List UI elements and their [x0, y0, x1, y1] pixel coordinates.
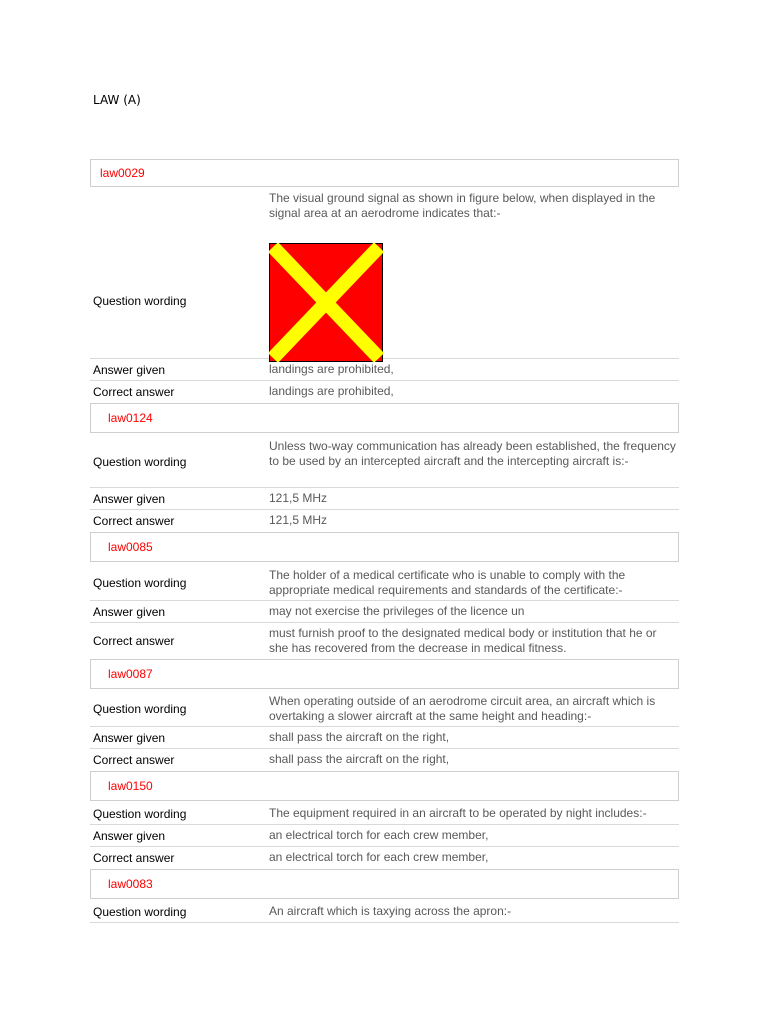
question-wording: When operating outside of an aerodrome circuit area, an aircraft which is overtaking a slower aircraft at the same height and heading:-	[269, 694, 656, 723]
correct-answer-row	[90, 381, 679, 403]
question-label: Question wording	[93, 806, 187, 821]
question-wording: The holder of a medical certificate who is unable to comply with the appropriate medical requirements and standards of the certificate:-	[269, 568, 626, 597]
question-row	[90, 187, 679, 359]
question-row	[90, 901, 679, 923]
question-text	[269, 187, 679, 358]
question-row	[90, 436, 679, 488]
question-row	[90, 565, 679, 601]
question-wording: An aircraft which is taxying across the apron:-	[269, 904, 512, 918]
correct-answer-row	[90, 623, 679, 659]
question-id-box	[90, 869, 679, 899]
answer-given-value: an electrical torch for each crew member,	[269, 828, 489, 842]
answer-given-row	[90, 488, 679, 510]
document-title: LAW (A)	[93, 93, 141, 107]
question-id-box	[90, 159, 679, 187]
correct-answer-row	[90, 510, 679, 532]
question-id-box	[90, 403, 679, 433]
correct-answer-value: must furnish proof to the designated medical body or institution that he or she has recovered from the decrease in medical fitness.	[269, 626, 657, 655]
correct-answer-label: Correct answer	[93, 753, 175, 767]
answer-given-row	[90, 359, 679, 381]
answer-given-label: Answer given	[93, 491, 166, 506]
question-label: Question wording	[93, 293, 187, 308]
answer-given-row	[90, 601, 679, 623]
question-list	[90, 159, 679, 923]
landing-prohibited-signal-icon	[269, 243, 383, 362]
question-wording: The equipment required in an aircraft to be operated by night includes:-	[269, 806, 647, 820]
answer-given-value: shall pass the aircraft on the right,	[269, 730, 450, 744]
correct-answer-row	[90, 749, 679, 771]
question-id: law0085	[108, 540, 153, 554]
question-label: Question wording	[93, 454, 187, 469]
answer-given-value: may not exercise the privileges of the licence un	[269, 604, 525, 618]
correct-answer-value: an electrical torch for each crew member,	[269, 850, 489, 864]
answer-given-label: Answer given	[93, 604, 166, 619]
correct-answer-label: Correct answer	[93, 851, 175, 865]
question-row	[90, 691, 679, 727]
answer-given-value: 121,5 MHz	[269, 491, 328, 505]
correct-answer-value: landings are prohibited,	[269, 384, 394, 398]
answer-given-label: Answer given	[93, 362, 166, 377]
question-id-box	[90, 532, 679, 562]
question-id: law0083	[108, 877, 153, 891]
answer-given-row	[90, 727, 679, 749]
question-id: law0087	[108, 667, 153, 681]
correct-answer-value: shall pass the aircraft on the right,	[269, 752, 450, 766]
question-id-box	[90, 659, 679, 689]
question-label: Question wording	[93, 701, 187, 716]
question-label: Question wording	[93, 904, 187, 919]
question-wording: Unless two-way communication has already been established, the frequency to be used by an intercepted aircraft and the intercepting aircraft is:-	[269, 439, 676, 468]
question-row	[90, 803, 679, 825]
question-id: law0150	[108, 779, 153, 793]
correct-answer-row	[90, 847, 679, 869]
answer-given-value: landings are prohibited,	[269, 362, 394, 376]
answer-given-label: Answer given	[93, 828, 166, 843]
question-id: law0124	[108, 411, 153, 425]
answer-given-row	[90, 825, 679, 847]
correct-answer-value: 121,5 MHz	[269, 513, 328, 527]
question-id-box	[90, 771, 679, 801]
correct-answer-label: Correct answer	[93, 385, 175, 399]
question-wording: The visual ground signal as shown in figure below, when displayed in the signal area at an aerodrome indicates that:-	[269, 191, 656, 220]
correct-answer-label: Correct answer	[93, 634, 175, 648]
question-label: Question wording	[93, 575, 187, 590]
question-id: law0029	[100, 166, 145, 180]
correct-answer-label: Correct answer	[93, 514, 175, 528]
answer-given-label: Answer given	[93, 730, 166, 745]
